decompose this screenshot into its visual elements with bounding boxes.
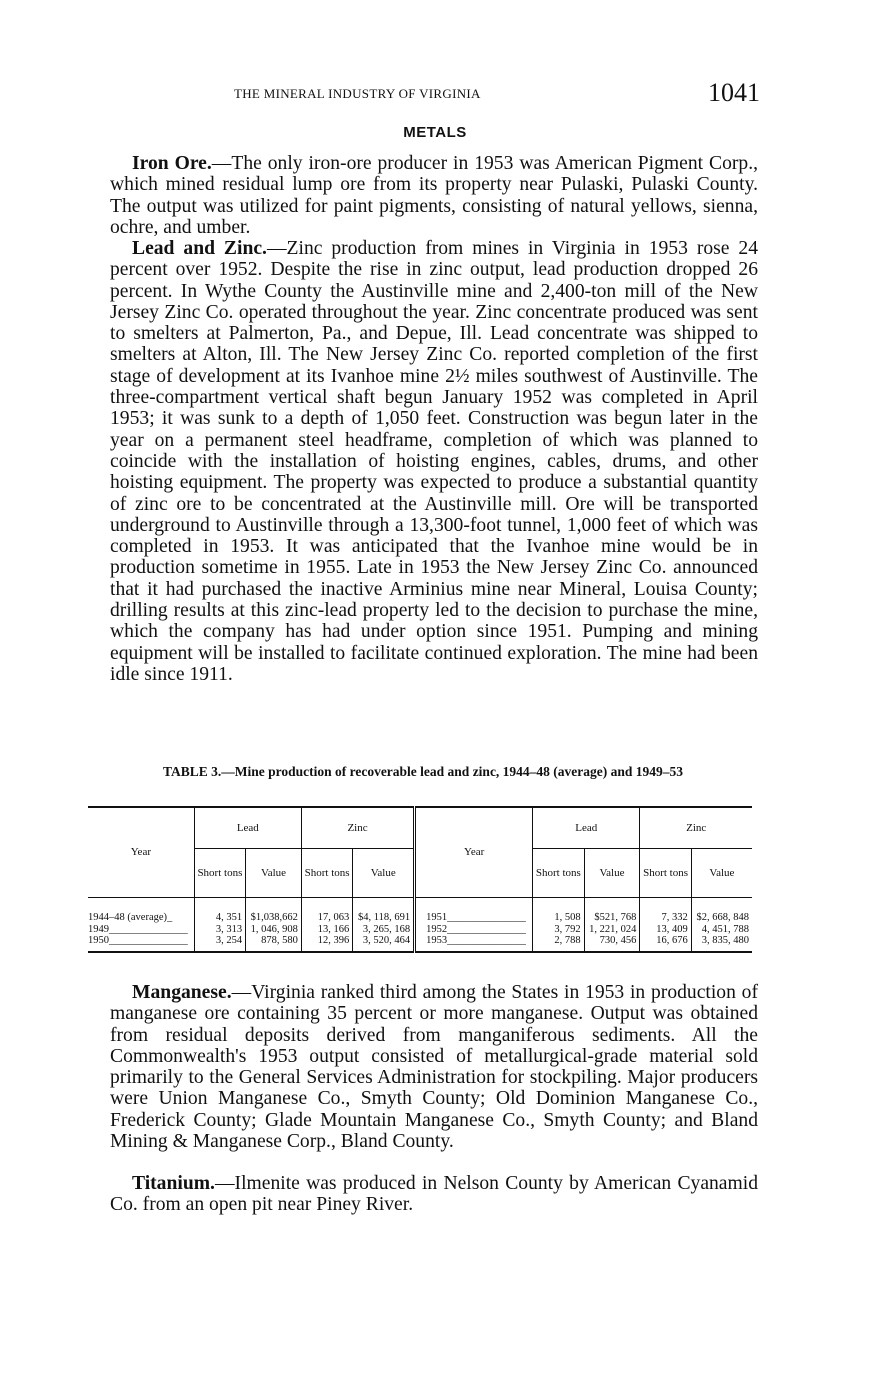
section-heading: METALS xyxy=(403,124,467,141)
page-number: 1041 xyxy=(708,78,760,107)
production-table xyxy=(88,806,752,953)
paragraph-manganese xyxy=(110,982,758,1152)
year-header: Year xyxy=(415,807,533,898)
zinc-value-cell: $2, 668, 848 xyxy=(691,898,752,924)
lead-value-cell: $1,038,662 xyxy=(246,898,302,924)
paragraph-text: —Zinc production from mines in Virginia in 1953 rose 24 percent over 1952. Despite the rise in zinc output, lead production dropped 26 percent. In Wythe County the Austinville mine and 2,400-ton mill of the New Jersey Zinc Co. operated throughout the year. Zinc concentrate produced was sent to smelters at Palmerton, Pa., and Depue, Ill. Lead concentrate was shipped to smelters at Alton, Ill. The New Jersey Zinc Co. reported completion of the first stage of development at its Ivanhoe mine 2½ miles southwest of Austinville. The three-compartment vertical shaft begun January 1952 was completed in April 1953; it was sunk to a depth of 1,050 feet. Construction was begun later in the year on a permanent steel headframe, completion of which was planned to coincide with the installation of hoisting engines, cables, drums, and other hoisting equipment. The property was expected to produce a substantial quantity of zinc ore to be concentrated at the Austinville mill. Ore will be transported underground to Austinville through a 13,300-foot tunnel, 1,000 feet of which was completed in 1953. It was anticipated that the Ivanhoe mine would be in production sometime in 1955. Late in 1953 the New Jersey Zinc Co. announced that it had purchased the inactive Arminius mine near Mineral, Louisa County; drilling results at this zinc-lead property led to the decision to purchase the mine, which the company has had under option since 1951. Pumping and mining equipment will be installed to facilitate continued exploration. The mine had been idle since 1911. xyxy=(110,238,758,685)
value-header: Value xyxy=(353,849,415,898)
lead-tons-cell: 3, 313 xyxy=(194,924,245,936)
short-tons-header: Short tons xyxy=(640,849,691,898)
value-header: Value xyxy=(246,849,302,898)
short-tons-header: Short tons xyxy=(301,849,352,898)
running-title: THE MINERAL INDUSTRY OF VIRGINIA xyxy=(234,86,481,101)
year-cell: 1950_______________ xyxy=(88,935,194,952)
table-row xyxy=(88,924,752,936)
lead-tons-cell: 3, 792 xyxy=(533,924,584,936)
table-caption: TABLE 3.—Mine production of recoverable lead and zinc, 1944–48 (average) and 1949–53 xyxy=(162,764,684,779)
zinc-header: Zinc xyxy=(301,807,414,849)
zinc-tons-cell: 12, 396 xyxy=(301,935,352,952)
short-tons-header: Short tons xyxy=(533,849,584,898)
paragraph-titanium xyxy=(110,1173,758,1216)
lead-tons-cell: 4, 351 xyxy=(194,898,245,924)
lead-tons-cell: 1, 508 xyxy=(533,898,584,924)
year-cell: 1949_______________ xyxy=(88,923,188,935)
zinc-value-cell: 3, 520, 464 xyxy=(353,935,415,952)
year-cell: 1951_______________ xyxy=(415,898,533,924)
paragraph-text: —Ilmenite was produced in Nelson County by American Cyanamid Co. from an open pit near Piney River. xyxy=(110,1173,758,1216)
paragraph-heading: Manganese. xyxy=(132,982,232,1003)
year-cell: 1953_______________ xyxy=(415,935,533,952)
zinc-tons-cell: 16, 676 xyxy=(640,935,691,952)
table-row xyxy=(88,898,752,924)
lead-value-cell: 1, 046, 908 xyxy=(246,924,302,936)
value-header: Value xyxy=(584,849,640,898)
paragraph-text: —The only iron-ore producer in 1953 was American Pigment Corp., which mined residual lump ore from its property near Pulaski, Pulaski County. The output was utilized for paint pigments, consisting of natural yellows, sienna, ochre, and umber. xyxy=(110,153,758,238)
year-cell: 1952_______________ xyxy=(415,924,533,936)
lead-tons-cell: 2, 788 xyxy=(533,935,584,952)
zinc-value-cell: 3, 835, 480 xyxy=(691,935,752,952)
lead-value-cell: $521, 768 xyxy=(584,898,640,924)
year-header: Year xyxy=(88,807,194,898)
lead-value-cell: 1, 221, 024 xyxy=(584,924,640,936)
lead-header: Lead xyxy=(194,807,301,849)
zinc-tons-cell: 7, 332 xyxy=(640,898,691,924)
zinc-tons-cell: 13, 409 xyxy=(640,924,691,936)
lead-tons-cell: 3, 254 xyxy=(194,935,245,952)
paragraph-lead-zinc xyxy=(110,238,758,685)
zinc-value-cell: 3, 265, 168 xyxy=(353,924,415,936)
zinc-value-cell: $4, 118, 691 xyxy=(353,898,415,924)
paragraph-text: —Virginia ranked third among the States in 1953 in production of manganese ore containing 35 percent or more manganese. Output was obtained from residual deposits derived from manganiferous sediments. All the Commonwealth's 1953 output consisted of metallurgical-grade material sold primarily to the General Services Administration for stockpiling. Major producers were Union Manganese Co., Smyth County; Old Dominion Manganese Co., Frederick County; Glade Mountain Manganese Co., Smyth County; and Bland Mining & Manganese Corp., Bland County. xyxy=(110,982,758,1153)
paragraph-heading: Lead and Zinc. xyxy=(132,238,267,259)
table-row xyxy=(88,935,752,952)
zinc-value-cell: 4, 451, 788 xyxy=(691,924,752,936)
paragraph-heading: Titanium. xyxy=(132,1173,215,1194)
paragraph-iron-ore xyxy=(110,153,758,238)
year-cell: 1944–48 (average)_ xyxy=(88,912,173,923)
zinc-header: Zinc xyxy=(640,807,752,849)
lead-header: Lead xyxy=(533,807,640,849)
lead-value-cell: 730, 456 xyxy=(584,935,640,952)
lead-value-cell: 878, 580 xyxy=(246,935,302,952)
paragraph-heading: Iron Ore. xyxy=(132,153,212,174)
zinc-tons-cell: 17, 063 xyxy=(301,898,352,924)
short-tons-header: Short tons xyxy=(194,849,245,898)
value-header: Value xyxy=(691,849,752,898)
zinc-tons-cell: 13, 166 xyxy=(301,924,352,936)
page-header xyxy=(110,78,760,108)
